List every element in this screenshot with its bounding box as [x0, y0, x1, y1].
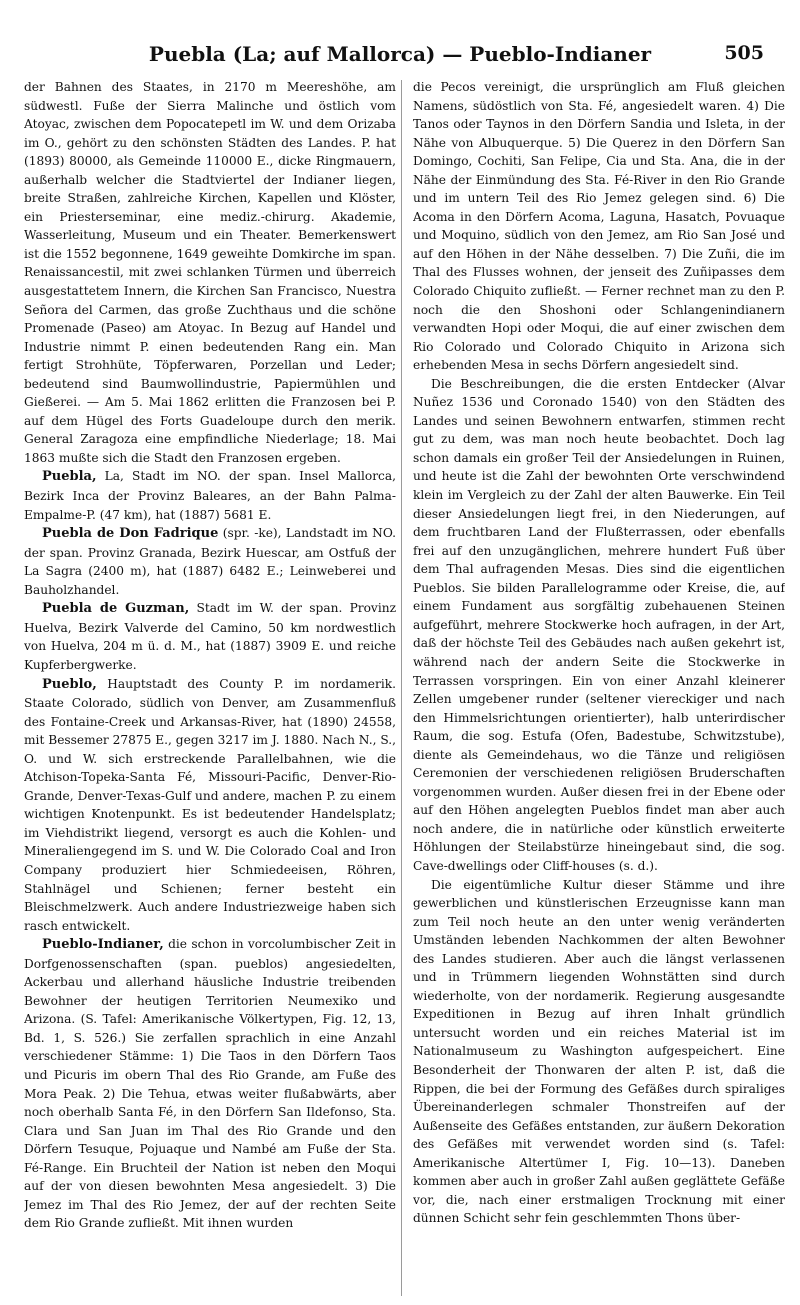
- entry-puebla-de-guzman: [24, 599, 396, 674]
- entry-text: die Pecos vereinigt, die ursprünglich am Fluß gleichen Namens, südöstlich von Sta. Fé, angesiedelt waren. 4) Die Tanos oder Taynos in den Dörfern Sandia und Isleta, in der Nähe von Albuquerque. 5) Die Querez in den Dörfern San Domingo, Cochiti, San Felipe, Cia und Sta. Ana, die in der Nähe der Einmündung des Sta. Fé-River in den Rio Grande und im untern Teil des Rio Jemez gelegen sind. 6) Die Acoma in den Dörfern Acoma, Laguna, Hasatch, Povuaque und Moquino, südlich von den Jemez, am Rio San José und auf den Höhen in der Nähe desselben. 7) Die Zuñi, die im Thal des Flusses wohnen, der jenseit des Zuñipasses dem Colorado Chiquito zufließt. — Ferner rechnet man zu den P. noch die den Shoshoni oder Schlangenindianern verwandten Hopi oder Moqui, die auf einer zwischen dem Rio Colorado und Colorado Chiquito in Arizona sich erhebenden Mesa in sechs Dörfern angesiedelt sind.: [413, 80, 785, 373]
- entry-pueblo: [24, 675, 396, 936]
- entry-text: (spr. -ke), Landstadt im NO. der span. Provinz Granada, Bezirk Huescar, am Ostfuß der La Sagra (2400 m), hat (1887) 6482 E.; Leinweberei und Bauholzhandel.: [24, 526, 396, 597]
- page-header: [28, 38, 772, 74]
- page-number: 505: [724, 42, 764, 64]
- entry-pueblo-indianer: [24, 935, 396, 1233]
- entry-text: der Bahnen des Staates, in 2170 m Meereshöhe, am südwestl. Fuße der Sierra Malinche und östlich vom Atoyac, zwischen dem Popocatepetl im W. und dem Orizaba im O., gehört zu den schönsten Städten des Landes. P. hat (1893) 80000, als Gemeinde 110000 E., dicke Ringmauern, außerhalb welcher die Stadtviertel der Indianer liegen, breite Straßen, zahlreiche Kirchen, Kapellen und Klöster, ein Priesterseminar, eine mediz.-chirurg. Akademie, Wasserleitung, Museum und ein Theater. Bemerkenswert ist die 1552 begonnene, 1649 geweihte Domkirche im span. Renaissancestil, mit zwei schlanken Türmen und überreich ausgestattetem Innern, die Kirchen San Francisco, Nuestra Señora del Carmen, das große Zuchthaus und die schöne Promenade (Paseo) am Atoyac. In Bezug auf Handel und Industrie nimmt P. einen bedeutenden Rang ein. Man fertigt Strohhüte, Töpferwaren, Porzellan und Leder; bedeutend sind Baumwollindustrie, Papiermühlen und Gießerei. — Am 5. Mai 1862 erlitten die Franzosen bei P. auf dem Hügel des Forts Guadeloupe durch den merik. General Zaragoza eine empfindliche Niederlage; 18. Mai 1863 mußte sich die Stadt den Franzosen ergeben.: [24, 80, 396, 465]
- entry-text: Hauptstadt des County P. im nordamerik. Staate Colorado, südlich von Denver, am Zusammenfluß des Fontaine-Creek und Arkansas-River, hat (1890) 24558, mit Bessemer 27875 E., gegen 3217 im J. 1880. Nach N., S., O. und W. sich erstreckende Parallelbahnen, wie die Atchison-Topeka-Santa Fé, Missouri-Pacific, Denver-Rio-Grande, Denver-Texas-Gulf und andere, machen P. zu einem wichtigen Knotenpunkt. Es ist bedeutender Handelsplatz; im Viehdistrikt liegend, versorgt es auch die Kohlen- und Mineraliengegend im S. und W. Die Colorado Coal and Iron Company produziert hier Schmiedeeisen, Röhren, Stahlnägel und Schienen; ferner besteht ein Bleischmelzwerk. Auch andere Industriezweige haben sich rasch entwickelt.: [24, 676, 396, 933]
- entry-text: La, Stadt im NO. der span. Insel Mallorca, Bezirk Inca der Provinz Baleares, an der Bahn Palma-Empalme-P. (47 km), hat (1887) 5681 E.: [24, 469, 396, 522]
- entry-continuation: [413, 78, 785, 375]
- headword: Pueblo-Indianer,: [42, 937, 164, 953]
- column-divider: [401, 80, 402, 1296]
- paragraph-culture: [413, 876, 785, 1228]
- entry-text: Stadt im W. der span. Provinz Huelva, Bezirk Valverde del Camino, 50 km nordwestlich von Huelva, 204 m ü. d. M., hat (1887) 3909 E. und reiche Kupferbergwerke.: [24, 601, 396, 672]
- right-column: [413, 78, 785, 1300]
- left-column: [24, 78, 396, 1300]
- headword: Puebla de Guzman,: [42, 601, 190, 617]
- entry-text: Die Beschreibungen, die die ersten Entdecker (Alvar Nuñez 1536 und Coronado 1540) von den Städten des Landes und seinen Bewohnern entwarfen, stimmen recht gut zu dem, was man noch heute beobachtet. Doch lag schon damals ein großer Teil der Ansiedelungen in Ruinen, und heute ist die Zahl der bewohnten Orte verschwindend klein im Vergleich zu der Zahl der alten Bauwerke. Ein Teil dieser Ansiedelungen liegt frei, in den Niederungen, auf dem fruchtbaren Land der Flußterrassen, oder ebenfalls frei auf den unzugänglichen, mehrere hundert Fuß über dem Thal aufragenden Mesas. Dies sind die eigentlichen Pueblos. Sie bilden Parallelogramme oder Kreise, die, auf einem Fundament aus sorgfältig zubehauenen Steinen aufgeführt, mehrere Stockwerke hoch aufragen, in der Art, daß der höchste Teil des Gebäudes nach außen gekehrt ist, während nach der andern Seite die Stockwerke in Terrassen vorspringen. Ein von einer Anzahl kleinerer Zellen umgebener runder (seltener viereckiger und nach den Himmelsrichtungen orientierter), halb unterirdischer Raum, die sog. Estufa (Ofen, Badestube, Schwitzstube), diente als Gemeindehaus, wo die Tänze und religiösen Ceremonien der verschiedenen religiösen Bruderschaften vorgenommen wurden. Außer diesen frei in der Ebene oder auf den Höhen angelegten Pueblos findet man aber auch noch andere, die in natürliche oder künstlich erweiterte Höhlungen der Steilabstürze hineingebaut sind, die sog. Cave-dwellings oder Cliff-houses (s. d.).: [413, 376, 785, 873]
- entry-puebla-de-don-fadrique: [24, 524, 396, 599]
- headword: Pueblo,: [42, 676, 97, 692]
- entry-text: Die eigentümliche Kultur dieser Stämme und ihre gewerblichen und künstlerischen Erzeugnisse kann man zum Teil noch heute an den unter wenig veränderten Umständen lebenden Nachkommen der alten Bewohner des Landes studieren. Aber auch die längst verlassenen und in Trümmern liegenden Wohnstätten sind durch wiederholte, von der nordamerik. Regierung ausgesandte Expeditionen in Bezug auf ihren Inhalt gründlich untersucht worden und ein reiches Material ist im Nationalmuseum zu Washington aufgespeichert. Eine Besonderheit der Thonwaren der alten P. ist, daß die Rippen, die bei der Formung des Gefäßes durch spiraliges Übereinanderlegen schmaler Thonstreifen auf der Außenseite des Gefäßes entstanden, zur äußern Dekoration des Gefäßes mit verwendet worden sind (s. Tafel: Amerikanische Altertümer I, Fig. 10—13). Daneben kommen aber auch in großer Zahl außen geglättete Gefäße vor, die, nach einer erstmaligen Trocknung mit einer dünnen Schicht sehr fein geschlemmten Thons über-: [413, 877, 785, 1226]
- entry-text: die schon in vorcolumbischer Zeit in Dorfgenossenschaften (span. pueblos) angesiedelten, Ackerbau und allerhand häusliche Industrie treibenden Bewohner der heutigen Territorien Neumexiko und Arizona. (S. Tafel: Amerikanische Völkertypen, Fig. 12, 13, Bd. 1, S. 526.) Sie zerfallen sprachlich in eine Anzahl verschiedener Stämme: 1) Die Taos in den Dörfern Taos und Picuris im obern Thal des Rio Grande, am Fuße des Mora Peak. 2) Die Tehua, etwas weiter flußabwärts, aber noch oberhalb Santa Fé, in den Dörfern San Ildefonso, Sta. Clara und San Juan im Thal des Rio Grande und den Dörfern Tesuque, Pojuaque und Nambé am Fuße der Sta. Fé-Range. Ein Bruchteil der Nation ist neben den Moqui auf der von diesen bewohnten Mesa angesiedelt. 3) Die Jemez im Thal des Rio Jemez, der auf der rechten Seite dem Rio Grande zufließt. Mit ihnen wurden: [24, 937, 396, 1231]
- paragraph-descriptions: [413, 375, 785, 876]
- running-title: Puebla (La; auf Mallorca) — Pueblo-Indianer: [148, 42, 652, 66]
- headword: Puebla,: [42, 469, 97, 485]
- entry-puebla-mallorca: [24, 467, 396, 524]
- headword: Puebla de Don Fadrique: [42, 526, 219, 542]
- entry-continuation: [24, 78, 396, 467]
